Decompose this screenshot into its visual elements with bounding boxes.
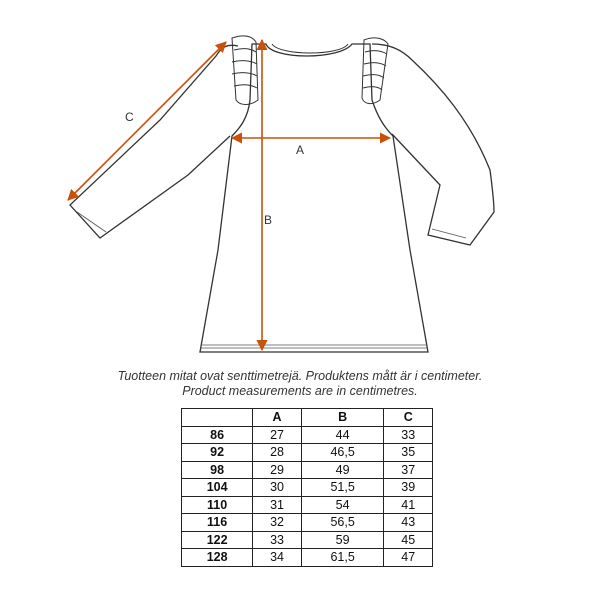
size-cell: 116	[182, 514, 253, 532]
value-cell: 30	[253, 479, 302, 497]
value-cell: 32	[253, 514, 302, 532]
size-cell: 110	[182, 496, 253, 514]
value-cell: 56,5	[301, 514, 384, 532]
dimension-label-b: B	[264, 213, 273, 227]
value-cell: 29	[253, 461, 302, 479]
table-row	[182, 461, 433, 479]
dimension-label-c: C	[125, 110, 134, 124]
value-cell: 27	[253, 426, 302, 444]
header-cell: C	[384, 409, 433, 427]
header-cell	[182, 409, 253, 427]
caption-line-1: Tuotteen mitat ovat senttimetrejä. Produktens mått är i centimeter.	[117, 369, 483, 383]
value-cell: 33	[253, 531, 302, 549]
value-cell: 37	[384, 461, 433, 479]
table-row	[182, 531, 433, 549]
value-cell: 46,5	[301, 444, 384, 462]
table-row	[182, 496, 433, 514]
value-cell: 59	[301, 531, 384, 549]
value-cell: 51,5	[301, 479, 384, 497]
size-cell: 128	[182, 549, 253, 567]
value-cell: 28	[253, 444, 302, 462]
value-cell: 34	[253, 549, 302, 567]
value-cell: 39	[384, 479, 433, 497]
table-row	[182, 549, 433, 567]
value-cell: 31	[253, 496, 302, 514]
value-cell: 41	[384, 496, 433, 514]
size-cell: 92	[182, 444, 253, 462]
table-row	[182, 514, 433, 532]
dimension-label-a: A	[296, 143, 305, 157]
caption-line-2: Product measurements are in centimetres.	[182, 384, 418, 398]
value-cell: 33	[384, 426, 433, 444]
right-shoulder-ruffle	[362, 38, 388, 104]
value-cell: 47	[384, 549, 433, 567]
size-table	[181, 408, 433, 567]
table-row	[182, 479, 433, 497]
size-cell: 98	[182, 461, 253, 479]
neckline	[272, 44, 348, 53]
value-cell: 44	[301, 426, 384, 444]
value-cell: 61,5	[301, 549, 384, 567]
header-cell: B	[301, 409, 384, 427]
table-header-row	[182, 409, 433, 427]
value-cell: 49	[301, 461, 384, 479]
dress-body-outline	[200, 44, 428, 352]
value-cell: 43	[384, 514, 433, 532]
size-cell: 86	[182, 426, 253, 444]
table-row	[182, 444, 433, 462]
right-sleeve-outline	[372, 44, 494, 245]
dimension-arrow-c	[68, 42, 226, 200]
size-cell: 104	[182, 479, 253, 497]
header-cell: A	[253, 409, 302, 427]
value-cell: 54	[301, 496, 384, 514]
left-sleeve-outline	[70, 45, 238, 238]
size-cell: 122	[182, 531, 253, 549]
value-cell: 35	[384, 444, 433, 462]
value-cell: 45	[384, 531, 433, 549]
table-row	[182, 426, 433, 444]
